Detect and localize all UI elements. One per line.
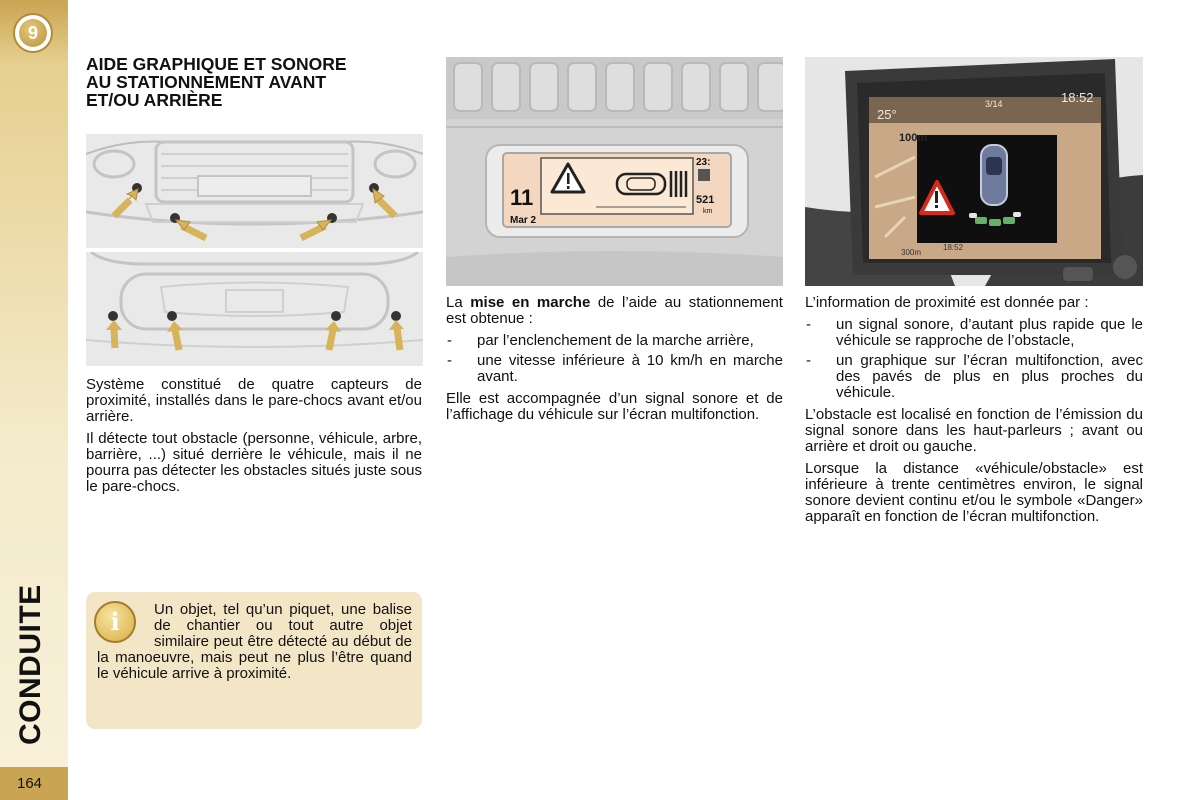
paragraph: L’obstacle est localisé en fonction de l’émission du signal sonore dans les haut-parleurs ; avant ou arrière et droit ou gauche. (805, 406, 1143, 455)
multifunction-screen-illustration (805, 57, 1143, 286)
intro-prefix: La (446, 294, 471, 311)
screen-track: 3/14 (985, 99, 1003, 109)
paragraph: Lorsque la distance «véhicule/obstacle» est inférieure à trente centimètres environ, le signal sonore devient continu et/ou le symbole «Danger» apparaît en fonction de l’écran multifonction. (805, 460, 1143, 525)
info-note (86, 592, 422, 729)
screen-clock: 18:52 (1061, 90, 1094, 105)
dash-big-number: 11 (510, 185, 534, 210)
list-item: - une vitesse inférieure à 10 km/h en marche avant. (446, 353, 783, 385)
paragraph: Système constitué de quatre capteurs de proximité, installés dans le pare-chocs avant et/ou arrière. (86, 376, 422, 425)
list-item: - un signal sonore, d’autant plus rapide que le véhicule se rapproche de l’obstacle, (805, 317, 1143, 349)
paragraph (446, 295, 783, 327)
activation-list (446, 333, 783, 385)
dashboard-display-illustration (446, 57, 783, 286)
screen-distance-bottom: 300m (901, 248, 922, 257)
dash-date: Mar 2 (510, 215, 537, 226)
heading-line: ET/OU ARRIÈRE (86, 90, 223, 110)
screen-clock-small: 18:52 (943, 243, 964, 252)
dash-distance: 521 (696, 194, 715, 206)
chapter-badge (13, 13, 53, 53)
activation-column (446, 295, 783, 429)
proximity-list (805, 317, 1143, 401)
heading-line: AU STATIONNEMENT AVANT (86, 72, 327, 92)
note-text-block (97, 602, 412, 682)
dash-time: 23: (696, 157, 711, 168)
list-item: - par l’enclenchement de la marche arrière, (446, 333, 783, 349)
dash-distance-unit: km (703, 208, 713, 215)
front-bumper-sensors-illustration (86, 134, 423, 248)
page-number: 164 (17, 775, 43, 792)
paragraph: L’information de proximité est donnée par : (805, 294, 1089, 311)
section-heading (86, 55, 426, 109)
intro-bold: mise en marche (470, 294, 591, 311)
rear-bumper-sensors-illustration (86, 252, 423, 366)
intro-suffix: de l’aide au stationnement est obtenue : (446, 294, 783, 327)
info-icon: i (94, 601, 136, 643)
proximity-info-column (805, 295, 1143, 531)
screen-distance-top: 100m (899, 132, 928, 144)
chapter-number: 9 (19, 19, 47, 47)
paragraph: Il détecte tout obstacle (personne, véhicule, arbre, barrière, ...) situé derrière le véhicule, mais il ne pourra pas détecter les obstacles situés juste sous le pare-chocs. (86, 430, 423, 495)
note-text: Un objet, tel qu’un piquet, une balise de chantier ou tout autre objet similaire peut être détecté au début de la manoeuvre, mais peut ne plus l’être quand le véhicule arrive à proximité. (97, 601, 412, 682)
heading-line: AIDE GRAPHIQUE ET SONORE (86, 54, 347, 74)
section-title: CONDUITE (14, 584, 47, 745)
list-item: - un graphique sur l’écran multifonction, avec des pavés de plus en plus proches du véhicule. (805, 353, 1143, 401)
screen-temperature: 25° (877, 107, 897, 122)
paragraph: Elle est accompagnée d’un signal sonore et de l’affichage du véhicule sur l’écran multifonction. (446, 390, 783, 423)
intro-column (86, 377, 422, 501)
